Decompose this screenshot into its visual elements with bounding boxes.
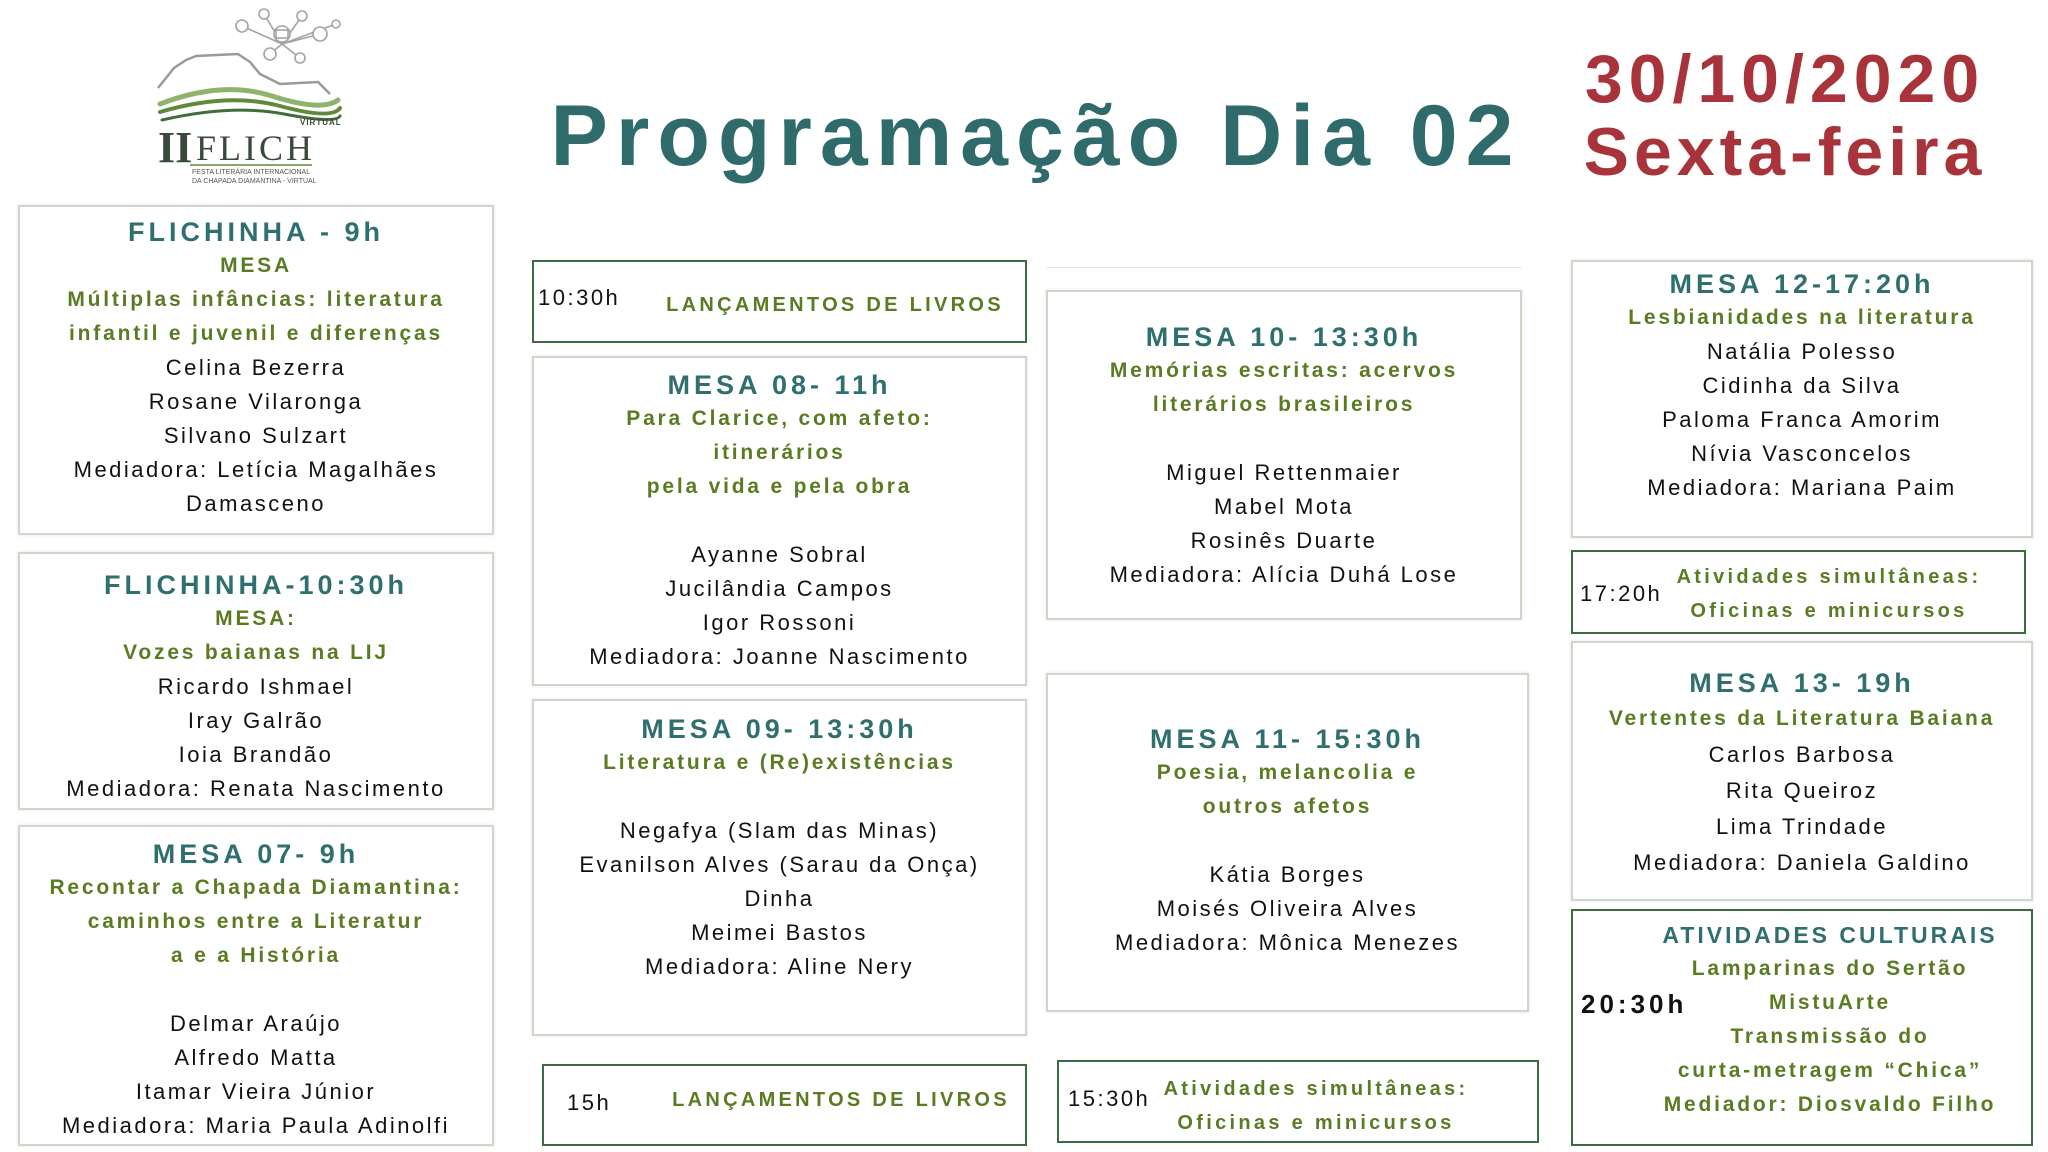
participant: Itamar Vieira Júnior bbox=[135, 1079, 377, 1104]
participant: Kátia Borges bbox=[1209, 862, 1366, 887]
participant: Cidinha da Silva bbox=[1702, 373, 1902, 398]
session-heading: MESA 11- 15:30h bbox=[1149, 724, 1426, 754]
participant: Natália Polesso bbox=[1706, 339, 1898, 364]
event-time: 20:30h bbox=[1581, 989, 1688, 1019]
moderator: Mediadora: Mariana Paim bbox=[1647, 475, 1957, 500]
green-hills bbox=[160, 90, 340, 120]
participant: Rosane Vilaronga bbox=[148, 389, 364, 414]
session-heading: MESA 12-17:20h bbox=[1669, 269, 1935, 299]
participant: Paloma Franca Amorim bbox=[1662, 407, 1942, 432]
session-theme: outros afetos bbox=[1202, 795, 1373, 818]
session-theme: Vozes baianas na LIJ bbox=[123, 641, 389, 664]
event-label: Atividades simultâneas: bbox=[1163, 1078, 1469, 1100]
session-heading: MESA 09- 13:30h bbox=[641, 714, 918, 744]
event-label: Oficinas e minicursos bbox=[1177, 1112, 1455, 1134]
cultural-item: curta-metragem “Chica” bbox=[1677, 1059, 1983, 1082]
session-theme: infantil e juvenil e diferenças bbox=[69, 322, 443, 345]
participant: Miguel Rettenmaier bbox=[1166, 460, 1402, 485]
cultural-item: Lamparinas do Sertão bbox=[1691, 957, 1969, 980]
cultural-activities-card bbox=[1571, 909, 2033, 1146]
event-time: 15:30h bbox=[1068, 1086, 1151, 1111]
moderator: Damasceno bbox=[186, 491, 326, 516]
session-theme: Poesia, melancolia e bbox=[1156, 761, 1419, 784]
session-card-mesa-10 bbox=[1046, 290, 1522, 620]
participant: Delmar Araújo bbox=[170, 1011, 342, 1036]
moderator: Mediadora: Mônica Menezes bbox=[1115, 930, 1460, 955]
participant: Igor Rossoni bbox=[702, 610, 857, 635]
session-theme: Múltiplas infâncias: literatura bbox=[67, 288, 445, 311]
session-theme: itinerários bbox=[713, 441, 846, 464]
spacer bbox=[1048, 824, 1527, 858]
session-card-mesa-08 bbox=[532, 356, 1027, 686]
event-weekday: Sexta-feira bbox=[1583, 114, 1987, 190]
session-card-flichinha-9h bbox=[18, 205, 494, 535]
logo-edition: VIRTUAL bbox=[300, 118, 342, 127]
divider bbox=[1046, 267, 1522, 268]
event-label: Atividades simultâneas: bbox=[1676, 566, 1982, 588]
participant: Silvano Sulzart bbox=[163, 423, 349, 448]
spacer bbox=[534, 504, 1025, 538]
session-heading: MESA 10- 13:30h bbox=[1145, 322, 1423, 352]
event-time: 17:20h bbox=[1580, 581, 1663, 606]
session-theme: MESA bbox=[220, 254, 292, 277]
event-label: LANÇAMENTOS DE LIVROS bbox=[672, 1089, 1010, 1111]
network-nodes-icon bbox=[236, 9, 340, 63]
session-card-mesa-13 bbox=[1571, 641, 2033, 901]
session-theme: Recontar a Chapada Diamantina: bbox=[49, 876, 463, 899]
session-theme: Lesbianidades na literatura bbox=[1628, 306, 1976, 329]
participant: Nívia Vasconcelos bbox=[1691, 441, 1913, 466]
session-card-mesa-11 bbox=[1046, 673, 1529, 1012]
flich-logo bbox=[152, 4, 352, 194]
session-theme: a e a História bbox=[171, 944, 341, 967]
event-label-block bbox=[1157, 1072, 1475, 1140]
participant: Lima Trindade bbox=[1716, 814, 1888, 839]
session-theme: MESA: bbox=[215, 607, 297, 630]
participant: Ioia Brandão bbox=[178, 742, 334, 767]
event-date: 30/10/2020 bbox=[1584, 41, 1986, 117]
session-heading: FLICHINHA - 9h bbox=[128, 217, 384, 247]
participant: Mabel Mota bbox=[1214, 494, 1354, 519]
spacer bbox=[1048, 422, 1520, 456]
session-theme: Literatura e (Re)existências bbox=[603, 751, 956, 774]
event-time: 10:30h bbox=[538, 285, 621, 310]
session-theme: Para Clarice, com afeto: bbox=[626, 407, 933, 430]
session-card-mesa-07 bbox=[18, 825, 494, 1146]
session-theme: Vertentes da Literatura Baiana bbox=[1608, 707, 1996, 730]
moderator: Mediadora: Joanne Nascimento bbox=[589, 644, 970, 669]
participant: Rita Queiroz bbox=[1725, 778, 1879, 803]
session-heading: FLICHINHA-10:30h bbox=[103, 570, 409, 600]
participant: Dinha bbox=[744, 886, 815, 911]
event-time: 15h bbox=[567, 1090, 612, 1115]
spacer bbox=[534, 780, 1025, 814]
session-heading: ATIVIDADES CULTURAIS bbox=[1662, 922, 1998, 948]
moderator: Mediadora: Alícia Duhá Lose bbox=[1109, 562, 1459, 587]
book-launch-card-1030h bbox=[532, 260, 1027, 343]
session-heading: MESA 07- 9h bbox=[152, 839, 360, 869]
session-card-flichinha-1030h bbox=[18, 552, 494, 810]
moderator: Mediador: Diosvaldo Filho bbox=[1663, 1093, 1997, 1116]
session-theme: pela vida e pela obra bbox=[646, 475, 913, 498]
logo-tagline: DA CHAPADA DIAMANTINA - VIRTUAL bbox=[192, 178, 317, 185]
session-card-mesa-09 bbox=[532, 699, 1027, 1036]
moderator: Mediadora: Renata Nascimento bbox=[66, 776, 446, 801]
participant: Negafya (Slam das Minas) bbox=[619, 818, 940, 843]
participant: Ricardo Ishmael bbox=[157, 674, 355, 699]
session-card-mesa-12 bbox=[1571, 260, 2033, 538]
activities-card-1720h bbox=[1571, 550, 2026, 634]
participant: Alfredo Matta bbox=[174, 1045, 338, 1070]
session-heading: MESA 08- 11h bbox=[667, 370, 892, 400]
moderator: Mediadora: Maria Paula Adinolfi bbox=[61, 1113, 451, 1138]
moderator: Mediadora: Aline Nery bbox=[645, 954, 914, 979]
participant: Celina Bezerra bbox=[165, 355, 347, 380]
session-theme: literários brasileiros bbox=[1152, 393, 1416, 416]
participant: Moisés Oliveira Alves bbox=[1156, 896, 1419, 921]
logo-tagline: FESTA LITERÁRIA INTERNACIONAL bbox=[192, 169, 311, 176]
spacer bbox=[20, 973, 492, 1007]
participant: Iray Galrão bbox=[187, 708, 325, 733]
session-heading: MESA 13- 19h bbox=[1689, 668, 1915, 698]
cultural-item: MistuArte bbox=[1768, 991, 1892, 1014]
event-label: LANÇAMENTOS DE LIVROS bbox=[666, 294, 1004, 316]
logo-numeral: II bbox=[158, 123, 193, 172]
participant: Jucilândia Campos bbox=[665, 576, 894, 601]
book-launch-card-15h bbox=[542, 1064, 1027, 1146]
page-title: Programação Dia 02 bbox=[550, 88, 1522, 184]
logo-name: FLICH bbox=[196, 128, 316, 168]
session-theme: Memórias escritas: acervos bbox=[1109, 359, 1459, 382]
cultural-item: Transmissão do bbox=[1730, 1025, 1930, 1048]
participant: Rosinês Duarte bbox=[1190, 528, 1378, 553]
moderator: Mediadora: Daniela Galdino bbox=[1633, 850, 1971, 875]
participant: Evanilson Alves (Sarau da Onça) bbox=[579, 852, 980, 877]
participant: Carlos Barbosa bbox=[1708, 742, 1896, 767]
event-label: Oficinas e minicursos bbox=[1690, 600, 1968, 622]
activities-card-1530h bbox=[1057, 1060, 1539, 1143]
participant: Ayanne Sobral bbox=[691, 542, 868, 567]
event-label-block bbox=[1667, 560, 1991, 628]
participant: Meimei Bastos bbox=[691, 920, 868, 945]
moderator: Mediadora: Letícia Magalhães bbox=[73, 457, 439, 482]
session-theme: caminhos entre a Literatur bbox=[87, 910, 425, 933]
